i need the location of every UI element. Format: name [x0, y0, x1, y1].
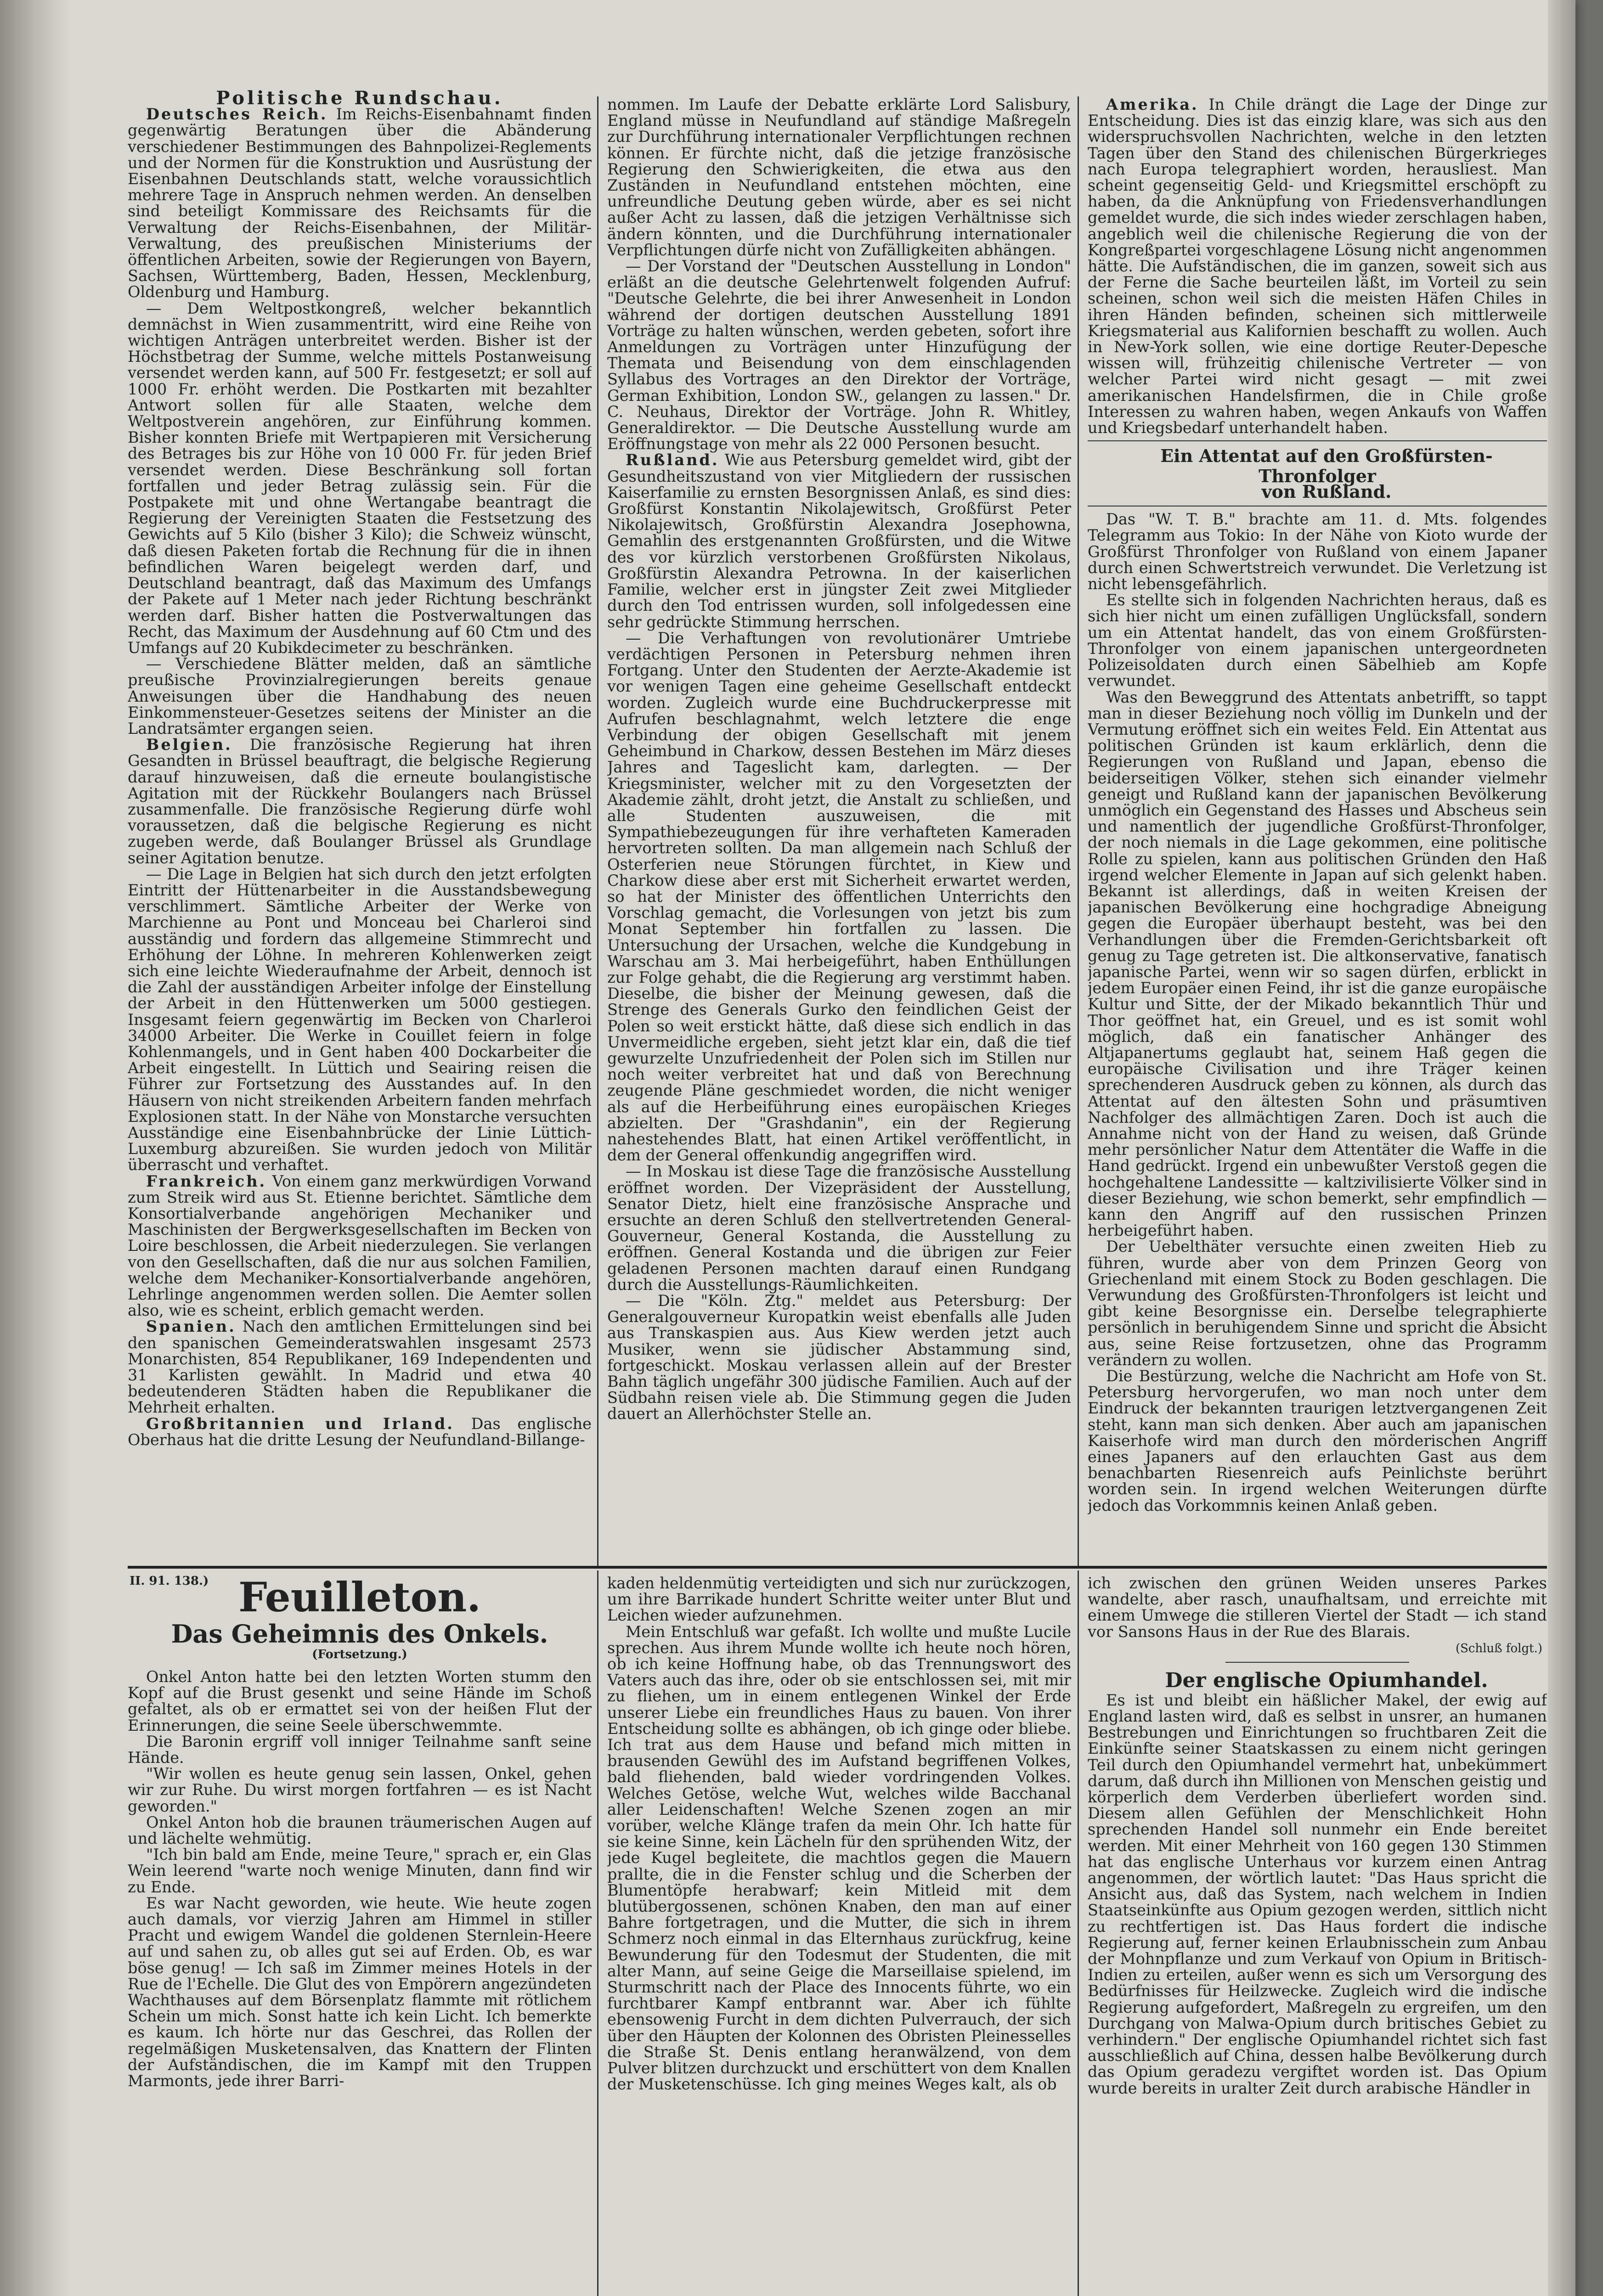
divider [1088, 440, 1547, 441]
paragraph: Onkel Anton hatte bei den letzten Worten stumm den Kopf auf die Brust gesenkt und seine Hände im Schoß gefaltet, als ob er ermattet sei von der heißen Flut der Erinnerungen, die seine Seele überschwemmte. [128, 1668, 592, 1734]
paragraph-text: — Die "Köln. Ztg." meldet aus Petersburg: Der Generalgouverneur Kuropatkin weist ebenfalls alle Juden aus Transkaspien aus. Aus Kiew werden jetzt auch Musiker, wenn sie jüdischer Abstammung sind, fortgeschickt. Moskau verlassen allein auf der Brester Bahn täglich ungefähr 300 jüdische Familien. Auch auf der Südbahn reisen viele ab. Die Stimmung gegen die Juden dauert an Allerhöchster Stelle an. [607, 1292, 1071, 1423]
paragraph-text: Nach den amtlichen Ermittelungen sind bei den spanischen Gemeinderatswahlen insgesamt 2573 Monarchisten, 854 Republikaner, 169 Independenten und 31 Karlisten gewählt. In Madrid und etwa 40 bedeutenderen Städten haben die Republikaner die Mehrheit erhalten. [128, 1317, 592, 1417]
country-lead: Deutsches Reich. [146, 105, 328, 124]
paragraph [607, 1293, 1071, 1422]
paragraph: Es stellte sich in folgenden Nachrichten heraus, daß es sich hier nicht um einen zufälligen Unglücksfall, sondern um ein Attentat handelt, das von einem Großfürsten-Thronfolger von einem japanischen untergeordneten Polizeisoldaten durch einen Säbelhieb am Kopfe verwundet. [1088, 591, 1547, 690]
paragraph: kaden heldenmütig verteidigten und sich nur zurückzogen, um ihre Barrikade hundert Schritte weiter unter Blut und Leichen wieder aufzunehmen. [607, 1575, 1071, 1625]
column-politics-1 [128, 90, 592, 1559]
paragraph: Onkel Anton hob die braunen träumerischen Augen auf und lächelte wehmütig. [128, 1813, 592, 1848]
country-lead: Amerika. [1106, 96, 1199, 113]
paragraph-text: — Dem Weltpostkongreß, welcher bekanntlich demnächst in Wien zusammentritt, wird eine Reihe von wichtigen Anträgen unterbreitet werden. Bisher ist der Höchstbetrag der Summe, welche mittels Postanweisung versendet werden kann, auf 500 Fr. festgesetzt; er soll auf 1000 Fr. erhöht werden. Die Postkarten mit bezahlter Antwort sollen für alle Staaten, welche dem Weltpostverein angehören, zur Einführung kommen. Bisher konnten Briefe mit Wertpapieren mit Versicherung des Betrages bis zur Höhe von 10 000 Fr. für jeden Brief versendet werden. Diese Beschränkung soll fortan fortfallen und jeder Betrag zulässig sein. Für die Postpakete mit und ohne Wertangabe beantragt die Regierung der Vereinigten Staaten die Festsetzung des Gewichts auf 5 Kilo (bisher 3 Kilo); die Schweiz wünscht, daß diesen Paketen fortab die Rechnung für die in ihnen befindlichen Waren beigelegt werden darf, und Deutschland beantragt, daß das Maximum des Umfangs der Pakete auf 1 Meter nach jeder Richtung beschränkt werden darf. Bisher hatten die Postverwaltungen das Recht, das Maximum der Ausdehnung auf 60 Ctm und des Umfangs auf 20 Kubikdecimeter zu beschränken. [128, 299, 592, 657]
paragraph-text: Die französische Regierung hat ihren Gesandten in Brüssel beauftragt, die belgische Regierung darauf hinzuweisen, daß die erneute boulangistische Agitation mit der Rückkehr Boulangers nach Brüssel zusammenfalle. Die französische Regierung dürfe wohl voraussetzen, daß die belgische Regierung es nicht zugeben werde, daß Boulanger Brüssel als Grundlage seiner Agitation benutze. [128, 736, 592, 867]
column-divider [597, 1570, 598, 2296]
paragraph: "Ich bin bald am Ende, meine Teure," sprach er, ein Glas Wein leerend "warte noch wenige Minuten, dann find wir zu Ende. [128, 1846, 592, 1896]
paragraph: Die Bestürzung, welche die Nachricht am Hofe von St. Petersburg hervorgerufen, wo man noch unter dem Eindruck der bekannten traurigen letztvergangenen Zeit steht, kann man sich denken. Aber auch am japanischen Kaiserhofe wird man durch den mörderischen Angriff eines Japaners auf den erlauchten Gast aus dem benachbarten Riesenreich aufs Peinlichste berührt worden sein. In irgend welchen Weiterungen dürfte jedoch das Vorkommnis keinen Anlaß geben. [1088, 1367, 1547, 1514]
story-end-note: (Schluß folgt.) [1455, 1641, 1542, 1655]
story-body [128, 1669, 592, 2089]
paragraph [607, 1163, 1071, 1293]
paragraph-text: — Die Lage in Belgien hat sich durch den jetzt erfolgten Eintritt der Hüttenarbeiter in die Ausstandsbewegung verschlimmert. Sämtliche Arbeiter der Werke von Marchienne au Pont und Monceau bei Charleroi sind ausständig und fordern das allgemeine Stimmrecht und Erhöhung der Löhne. In mehreren Kohlenwerken zeigt sich eine leichte Wiederaufnahme der Arbeit, dennoch ist die Zahl der ausständigen Arbeiter infolge der Einstellung der Arbeit in den Hüttenwerken um 5000 gestiegen. Insgesamt feiern gegenwärtig im Becken von Charleroi 34000 Arbeiter. Die Werke in Couillet feiern in folge Kohlenmangels, und in Gent haben 400 Dockarbeiter die Arbeit eingestellt. In Lüttich und Seairing reisen die Führer zur Fortsetzung des Ausstandes auf. In den Häusern von nicht streikenden Arbeitern fanden mehrfach Explosionen statt. In der Nähe von Monstarche versuchten Ausständige eine Eisenbahnbrücke der Linie Lüttich-Luxemburg abzureißen. Sie wurden jedoch von Militär überrascht und verhaftet. [128, 865, 592, 1174]
paragraph [128, 656, 592, 737]
column-divider [1078, 1570, 1079, 2296]
story-continuation [1088, 1575, 1547, 1640]
paragraph-text: Von einem ganz merkwürdigen Vorwand zum Streik wird aus St. Etienne berichtet. Sämtliche dem Konsortialverbande angehörigen Mechaniker und Maschinisten der Bergwerksgesellschaften im Becken von Loire beschlossen, die Arbeit niederzulegen. Sie verlangen von den Gesellschaften, daß die nur aus solchen Familien, welche dem Mechaniker-Konsortialverbande angehören, Lehrlinge angenommen werden sollen. Die Aemter sollen also, wie es scheint, erblich gemacht werden. [128, 1172, 592, 1320]
paragraph-text: — In Moskau ist diese Tage die französische Ausstellung eröffnet worden. Der Vizepräsident der Ausstellung, Senator Dietz, hielt eine französische Ansprache und ersuchte an deren Schluß den stellvertretenden General-Gouverneur, General Kostanda, die Ausstellung zu eröffnen. General Kostanda und die übrigen zur Feier geladenen Personen machten darauf einen Rundgang durch die Ausstellungs-Räumlichkeiten. [607, 1162, 1071, 1294]
paragraph-text: — Die Verhaftungen von revolutionärer Umtriebe verdächtigen Personen in Petersburg nehmen ihren Fortgang. Unter den Studenten der Aerzte-Akademie ist vor wenigen Tagen eine geheime Gesellschaft entdeckt worden. Zugleich wurde eine Buchdruckerpresse mit Aufrufen beschlagnahmt, welch letztere die enge Verbindung der obigen Gesellschaft mit jenem Geheimbund in Charkow, dessen Bestehen im März dieses Jahres and Tageslicht kam, darlegten. — Der Kriegsminister, welcher mit zu den Vorgesetzten der Akademie zählt, droht jetzt, die Anstalt zu schließen, und alle Studenten auszuweisen, die mit Sympathiebezeugungen für ihre verhafteten Kameraden hervortreten sollten. Da man allgemein nach Schluß der Osterferien neue Störungen fürchtet, in Kiew und Charkow diese aber erst mit Sicherheit erwartet werden, so hat der Minister des öffentlichen Unterrichts den Vorschlag gemacht, die Vorlesungen von jetzt bis zum Monat September hin fortfallen zu lassen. Die Untersuchung der Ursachen, welche die Kundgebung in Warschau am 3. Mai herbeigeführt, haben Enthüllungen zur Folge gehabt, die die Regierung arg verstimmt haben. Dieselbe, die bisher der Meinung gewesen, daß die Strenge des Generals Gurko den feindlichen Geist der Polen so weit erstickt hätte, daß diese sich endlich in das Unvermeidliche ergeben, sieht jetzt klar ein, daß die tief gewurzelte Unzufriedenheit der Polen sich im Stillen nur noch weiter verbreitet hat und daß von Berechnung zeugende Pläne geschmiedet worden, die nicht weniger als auf die Herbeiführung eines europäischen Krieges abzielten. Der "Grashdanin", ein der Regierung nahestehendes Blatt, hat einen Artikel veröffentlicht, in dem der General offenkundig angegriffen wird. [607, 629, 1071, 1165]
column-politics-2 [607, 96, 1071, 1566]
paragraph [128, 737, 592, 866]
paragraph [1088, 96, 1547, 436]
section-title: Politische Rundschau. [216, 90, 503, 109]
column-divider [1078, 96, 1079, 1566]
paragraph [128, 106, 592, 300]
paragraph-text: — Der Vorstand der "Deutschen Ausstellung in London" erläßt an die deutsche Gelehrtenwelt folgenden Aufruf: "Deutsche Gelehrte, die bei ihrer Anwesenheit in London während der dortigen deutschen Ausstellung 1891 Vorträge zu halten wünschen, werden gebeten, sofort ihre Anmeldungen zu Vorträgen unter Hinzufügung der Themata und Beisendung von dem einschlagenden Syllabus des Vortrages an den Direktor der Vorträge, German Exhibition, London SW., gelangen zu lassen." Dr. C. Neuhaus, Direktor der Vorträge. John R. Whitley, Generaldirektor. — Die Deutsche Ausstellung wurde am Eröffnungstage von mehr als 22 000 Personen besucht. [607, 257, 1071, 453]
column-politics-3 [1088, 96, 1547, 1566]
paragraph-text: nommen. Im Laufe der Debatte erklärte Lord Salisbury, England müsse in Neufundland auf ständige Maßregeln zur Durchführung internationaler Verpflichtungen rechnen können. Er fürchte nicht, daß die jetzige französische Regierung den Schwierigkeiten, die etwa aus den Zuständen in Neufundland entstehen möchten, eine unfreundliche Deutung geben würde, aber es sei nicht außer Acht zu lassen, daß die jetzigen Verhältnisse sich ändern könnten, und die Durchführung internationaler Verpflichtungen dürfe nicht von Zufälligkeiten abhängen. [607, 96, 1071, 259]
paragraph [128, 1173, 592, 1319]
feuilleton-separator [128, 1566, 1547, 1569]
divider [1225, 1662, 1409, 1663]
story-subtitle: (Fortsetzung.) [312, 1648, 407, 1661]
page-binding-shadow [0, 0, 69, 2296]
attentat-title-2: von Rußland. [1261, 481, 1392, 502]
country-lead: Rußland. [626, 451, 719, 469]
paragraph-text: — Verschiedene Blätter melden, daß an sämtliche preußische Provinzialregierungen bereits genaue Anweisungen über die Handhabung des neuen Einkommensteuer-Gesetzes seitens der Minister an die Landratsämter ergangen seien. [128, 655, 592, 737]
page-edge [1548, 0, 1575, 2296]
country-lead: Belgien. [146, 736, 232, 754]
opium-title: Der englische Opiumhandel. [1165, 1668, 1488, 1692]
paragraph: Es ist und bleibt ein häßlicher Makel, der ewig auf England lasten wird, daß es selbst in unsrer, an humanen Bestrebungen und Einrichtungen so fruchtbaren Zeit die Einkünfte seiner Staatskassen zu einem nicht geringen Teil durch den Opiumhandel vermehrt hat, unbekümmert darum, daß durch ihn Millionen von Menschen geistig und körperlich dem Verderben überliefert worden sind. Diesem allen Gefühlen der Menschlichkeit Hohn sprechenden Handel soll nunmehr ein Ende bereitet werden. Mit einer Mehrheit von 160 gegen 130 Stimmen hat das englische Unterhaus vor kurzem einen Antrag angenommen, der wörtlich lautet: "Das Haus spricht die Ansicht aus, daß das System, nach welchem in Indien Staatseinkünfte aus Opium gezogen werden, sittlich nicht zu rechtfertigen ist. Das Haus fordert die indische Regierung auf, ferner keinen Erlaubnisschein zum Anbau der Mohnpflanze und zum Verkauf von Opium in Britisch-Indien zu erteilen, außer wenn es sich um Versorgung des Bedürfnisses für Heilzwecke. Zugleich wird die indische Regierung aufgefordert, Maßregeln zu ergreifen, um den Durchgang von Malwa-Opium durch britisches Gebiet zu verhindern." Der englische Opiumhandel richtet sich fast ausschließlich auf China, dessen halbe Bevölkerung durch das Opium geradezu vergiftet worden ist. Das Opium wurde bereits in uralter Zeit durch arabische Händler in [1088, 1691, 1547, 2097]
feuilleton-marker: II. 91. 138.) [130, 1574, 209, 1588]
paragraph [128, 866, 592, 1173]
paragraph: Es war Nacht geworden, wie heute. Wie heute zogen auch damals, vor vierzig Jahren am Himmel in stiller Pracht und ewigem Wandel die goldenen Sternlein-Heere auf und sahen zu, ob alles gut sei auf Erden. Ob, es war böse genug! — Ich saß im Zimmer meines Hotels in der Rue de l'Echelle. Die Glut des von Empörern angezündeten Wachthauses auf dem Börsenplatz flammte mit rötlichem Schein um mich. Sonst hatte ich kein Licht. Ich bemerkte es kaum. Ich hörte nur das Geschrei, das Rollen der regelmäßigen Musketensalven, das Knattern der Flinten der Aufständischen, die im Kampf mit den Truppen Marmonts, jede ihrer Barri- [128, 1894, 592, 2090]
paragraph [128, 300, 592, 656]
feuilleton-title: Feuilleton. [238, 1574, 481, 1621]
paragraph-text: Im Reichs-Eisenbahnamt finden gegenwärtig Beratungen über die Abänderung verschiedener Bestimmungen des Bahnpolizei-Reglements und der Normen für die Konstruktion und Ausrüstung der Eisenbahnen Deutschlands statt, welche voraussichtlich mehrere Tage in Anspruch nehmen werden. An denselben sind beteiligt Kommissare des Reichsamts für die Verwaltung der Reichs-Eisenbahnen, der Militär-Verwaltung, des preußischen Ministeriums der öffentlichen Arbeiten, sowie der Regierungen von Bayern, Sachsen, Württemberg, Baden, Hessen, Mecklenburg, Oldenburg und Hamburg. [128, 105, 592, 301]
paragraph: ich zwischen den grünen Weiden unseres Parkes wandelte, aber rasch, unaufhaltsam, und erreichte mit einem Umwege die stilleren Viertel der Stadt — ich stand vor Sansons Haus in der Rue des Blarais. [1088, 1575, 1547, 1641]
paragraph [607, 452, 1071, 630]
paragraph [607, 630, 1071, 1164]
paragraph [128, 1318, 592, 1415]
paragraph-text: Wie aus Petersburg gemeldet wird, gibt der Gesundheitszustand von vier Mitgliedern der russischen Kaiserfamilie zu ernsten Besorgnissen Anlaß, es sind dies: Großfürst Konstantin Nikolajewitsch, Großfürst Peter Nikolajewitsch, Großfürstin Alexandra Josephowna, Gemahlin des erstgenannten Großfürsten, und die Witwe des vor kürzlich verstorbenen Großfürsten Nikolaus, Großfürstin Alexandra Petrowna. In der kaiserlichen Familie, welcher erst in jüngster Zeit zwei Mitglieder durch den Tod entrissen wurden, soll infolgedessen eine sehr gedrückte Stimmung herrschen. [607, 451, 1071, 631]
country-lead: Frankreich. [146, 1172, 267, 1190]
paragraph: Die Baronin ergriff voll inniger Teilnahme sanft seine Hände. [128, 1732, 592, 1767]
feuilleton-column-1 [128, 1574, 592, 2296]
paragraph: Was den Beweggrund des Attentats anbetrifft, so tappt man in dieser Beziehung noch völlig im Dunkeln und der Vermutung eröffnet sich ein weites Feld. Ein Attentat aus politischen Gründen ist kaum erklärlich, denn die Regierungen von Rußland und Japan, ebenso die beiderseitigen Völker, stehen sich einander vielmehr geneigt und Rußland kann der japanischen Bevölkerung unmöglich ein Gegenstand des Hasses und Abscheus sein und namentlich der jugendliche Großfürst-Thronfolger, der noch niemals in die Lage gekommen, eine politische Rolle zu spielen, kann aus politischen Gründen den Haß irgend welcher Elemente in Japan auf sich gelenkt haben. Bekannt ist allerdings, daß in weiten Kreisen der japanischen Bevölkerung eine hochgradige Abneigung gegen die Europäer überhaupt besteht, was bei den Verhandlungen über die Fremden-Gerichtsbarkeit oft genug zu Tage getreten ist. Die altkonservative, fanatisch japanische Partei, wenn wir so sagen dürfen, erblickt in jedem Europäer einen Feind, ihr ist die ganze europäische Kultur und Sitte, der der Mikado bekanntlich Thür und Thor geöffnet hat, ein Greuel, und es ist somit wohl möglich, daß ein fanatischer Anhänger des Altjapanertums geglaubt hat, seinem Haß gegen die europäische Civilisation und ihre Träger keinen sprechenderen Ausdruck geben zu können, als durch das Attentat auf den ältesten Sohn und präsumtiven Nachfolger des allmächtigen Zaren. Doch ist auch die Annahme nicht von der Hand zu weisen, daß Gründe mehr persönlicher Natur dem Attentäter die Waffe in die Hand gedrückt. Irgend ein unbewußter Verstoß gegen die hochgehaltene Landessitte — kaltzivilisierte Völker sind in dieser Beziehung, wie schon bemerkt, sehr empfindlich — kann den Angriff auf den russischen Prinzen herbeigeführt haben. [1088, 688, 1547, 1240]
story-title: Das Geheimnis des Onkels. [171, 1619, 548, 1649]
paragraph: Das "W. T. B." brachte am 11. d. Mts. folgendes Telegramm aus Tokio: In der Nähe von Kioto wurde der Großfürst Thronfolger von Rußland von einem Japaner durch einen Schwertstreich verwundet. Die Verletzung ist nicht lebensgefährlich. [1088, 510, 1547, 593]
paragraph: Mein Entschluß war gefaßt. Ich wollte und mußte Lucile sprechen. Aus ihrem Munde wollte ich heute noch hören, ob ich keine Hoffnung habe, ob das Trennungswort des Vaters auch das ihre, oder ob sie entschlossen sei, mit mir zu fliehen, um in einem entlegenen Winkel der Erde unserer Liebe ein freundliches Haus zu bauen. Von ihrer Entscheidung sollte es abhängen, ob ich ginge oder bliebe. Ich trat aus dem Hause und befand mich mitten in brausenden Gewühl des im Aufstand begriffenen Volkes, bald fliehenden, bald wieder vordringenden Volkes. Welches Getöse, welche Wut, welches wilde Bacchanal aller Leidenschaften! Welche Szenen zogen an mir vorüber, welche Klänge trafen da mein Ohr. Ich hatte für sie keine Sinne, kein Lächeln für den sprühenden Witz, der jede Kugel begleitete, die machtlos gegen die Mauern prallte, die in die Fenster schlug und die Scherben der Blumentöpfe herabwarf; kein Mitleid mit dem blutübergossenen, schönen Knaben, den man auf einer Bahre fortgetragen, und die Mutter, die sich in ihrem Schmerz noch einmal in das Elternhaus zurückfrug, keine Bewunderung für den Todesmut der Studenten, die mit alter Mann, auf seine Geige die Marseillaise spielend, im Sturmschritt nach der Place des Innocents führte, wo ein furchtbarer Kampf entbrannt war. Aber ich fühlte ebensowenig Furcht in dem dichten Pulverrauch, der sich über den Häupten der Kolonnen des Obristen Pleinesselles die Straße St. Denis entlang heranwälzend, von dem Pulver blitzen durchzuckt und erschüttert von dem Knallen der Musketenschüsse. Ich ging meines Weges kalt, als ob [607, 1622, 1071, 2093]
attentat-title-1: Ein Attentat auf den Großfürsten-Thronfolger [1160, 445, 1493, 487]
paragraph: Der Uebelthäter versuchte einen zweiten Hieb zu führen, wurde aber von dem Prinzen Georg von Griechenland mit einem Stock zu Boden geschlagen. Die Verwundung des Großfürsten-Thronfolgers ist leicht und gibt keine Besorgnisse ein. Derselbe telegraphierte persönlich in beruhigendem Sinne und spricht die Absicht aus, seine Reise fortzusetzen, ohne das Programm verändern zu wollen. [1088, 1238, 1547, 1369]
paragraph: "Wir wollen es heute genug sein lassen, Onkel, gehen wir zur Ruhe. Du wirst morgen fortfahren — es ist Nacht geworden." [128, 1765, 592, 1815]
opium-body [1088, 1692, 1547, 2096]
paragraph [607, 96, 1071, 258]
feuilleton-column-3 [1088, 1575, 1547, 2296]
feuilleton-column-2 [607, 1575, 1071, 2296]
attentat-body [1088, 511, 1547, 1514]
country-lead: Spanien. [146, 1317, 236, 1336]
paragraph-text: In Chile drängt die Lage der Dinge zur Entscheidung. Dies ist das einzig klare, was sich aus den widerspruchsvollen Nachrichten, welche in den letzten Tagen über den Stand des chilenischen Bürgerkrieges nach Europa telegraphiert worden, herausliest. Man scheint gegenseitig Geld- und Kriegsmittel erschöpft zu haben, da die Anknüpfung von Friedensverhandlungen gemeldet wurde, die sich indes wieder zerschlagen haben, angeblich weil die chilenische Regierung die von der Kongreßpartei vorgeschlagene Lösung nicht angenommen hätte. Die Aufständischen, die im ganzen, soweit sich aus der Ferne die Sache beurteilen läßt, im Vorteil zu sein scheinen, schon weil sich die meisten Häfen Chiles in ihren Händen befinden, scheinen sich mittlerweile Kriegsmaterial aus Kalifornien beschafft zu wollen. Auch in New-York sollen, wie eine dortige Reuter-Depesche wissen will, frühzeitig chilenische Vertreter — von welcher Partei wird nicht gesagt — mit zwei amerikanischen Handelsfirmen, die in Chile große Interessen zu wahren haben, wegen Ankaufs von Waffen und Kriegsbedarf unterhandelt haben. [1088, 96, 1547, 437]
paragraph-text: Das englische Oberhaus hat die dritte Lesung der Neufundland-Billange- [128, 1414, 592, 1449]
column-divider [597, 96, 598, 1566]
paragraph [607, 258, 1071, 452]
paragraph [128, 1416, 592, 1448]
country-lead: Großbritannien und Irland. [146, 1414, 454, 1433]
